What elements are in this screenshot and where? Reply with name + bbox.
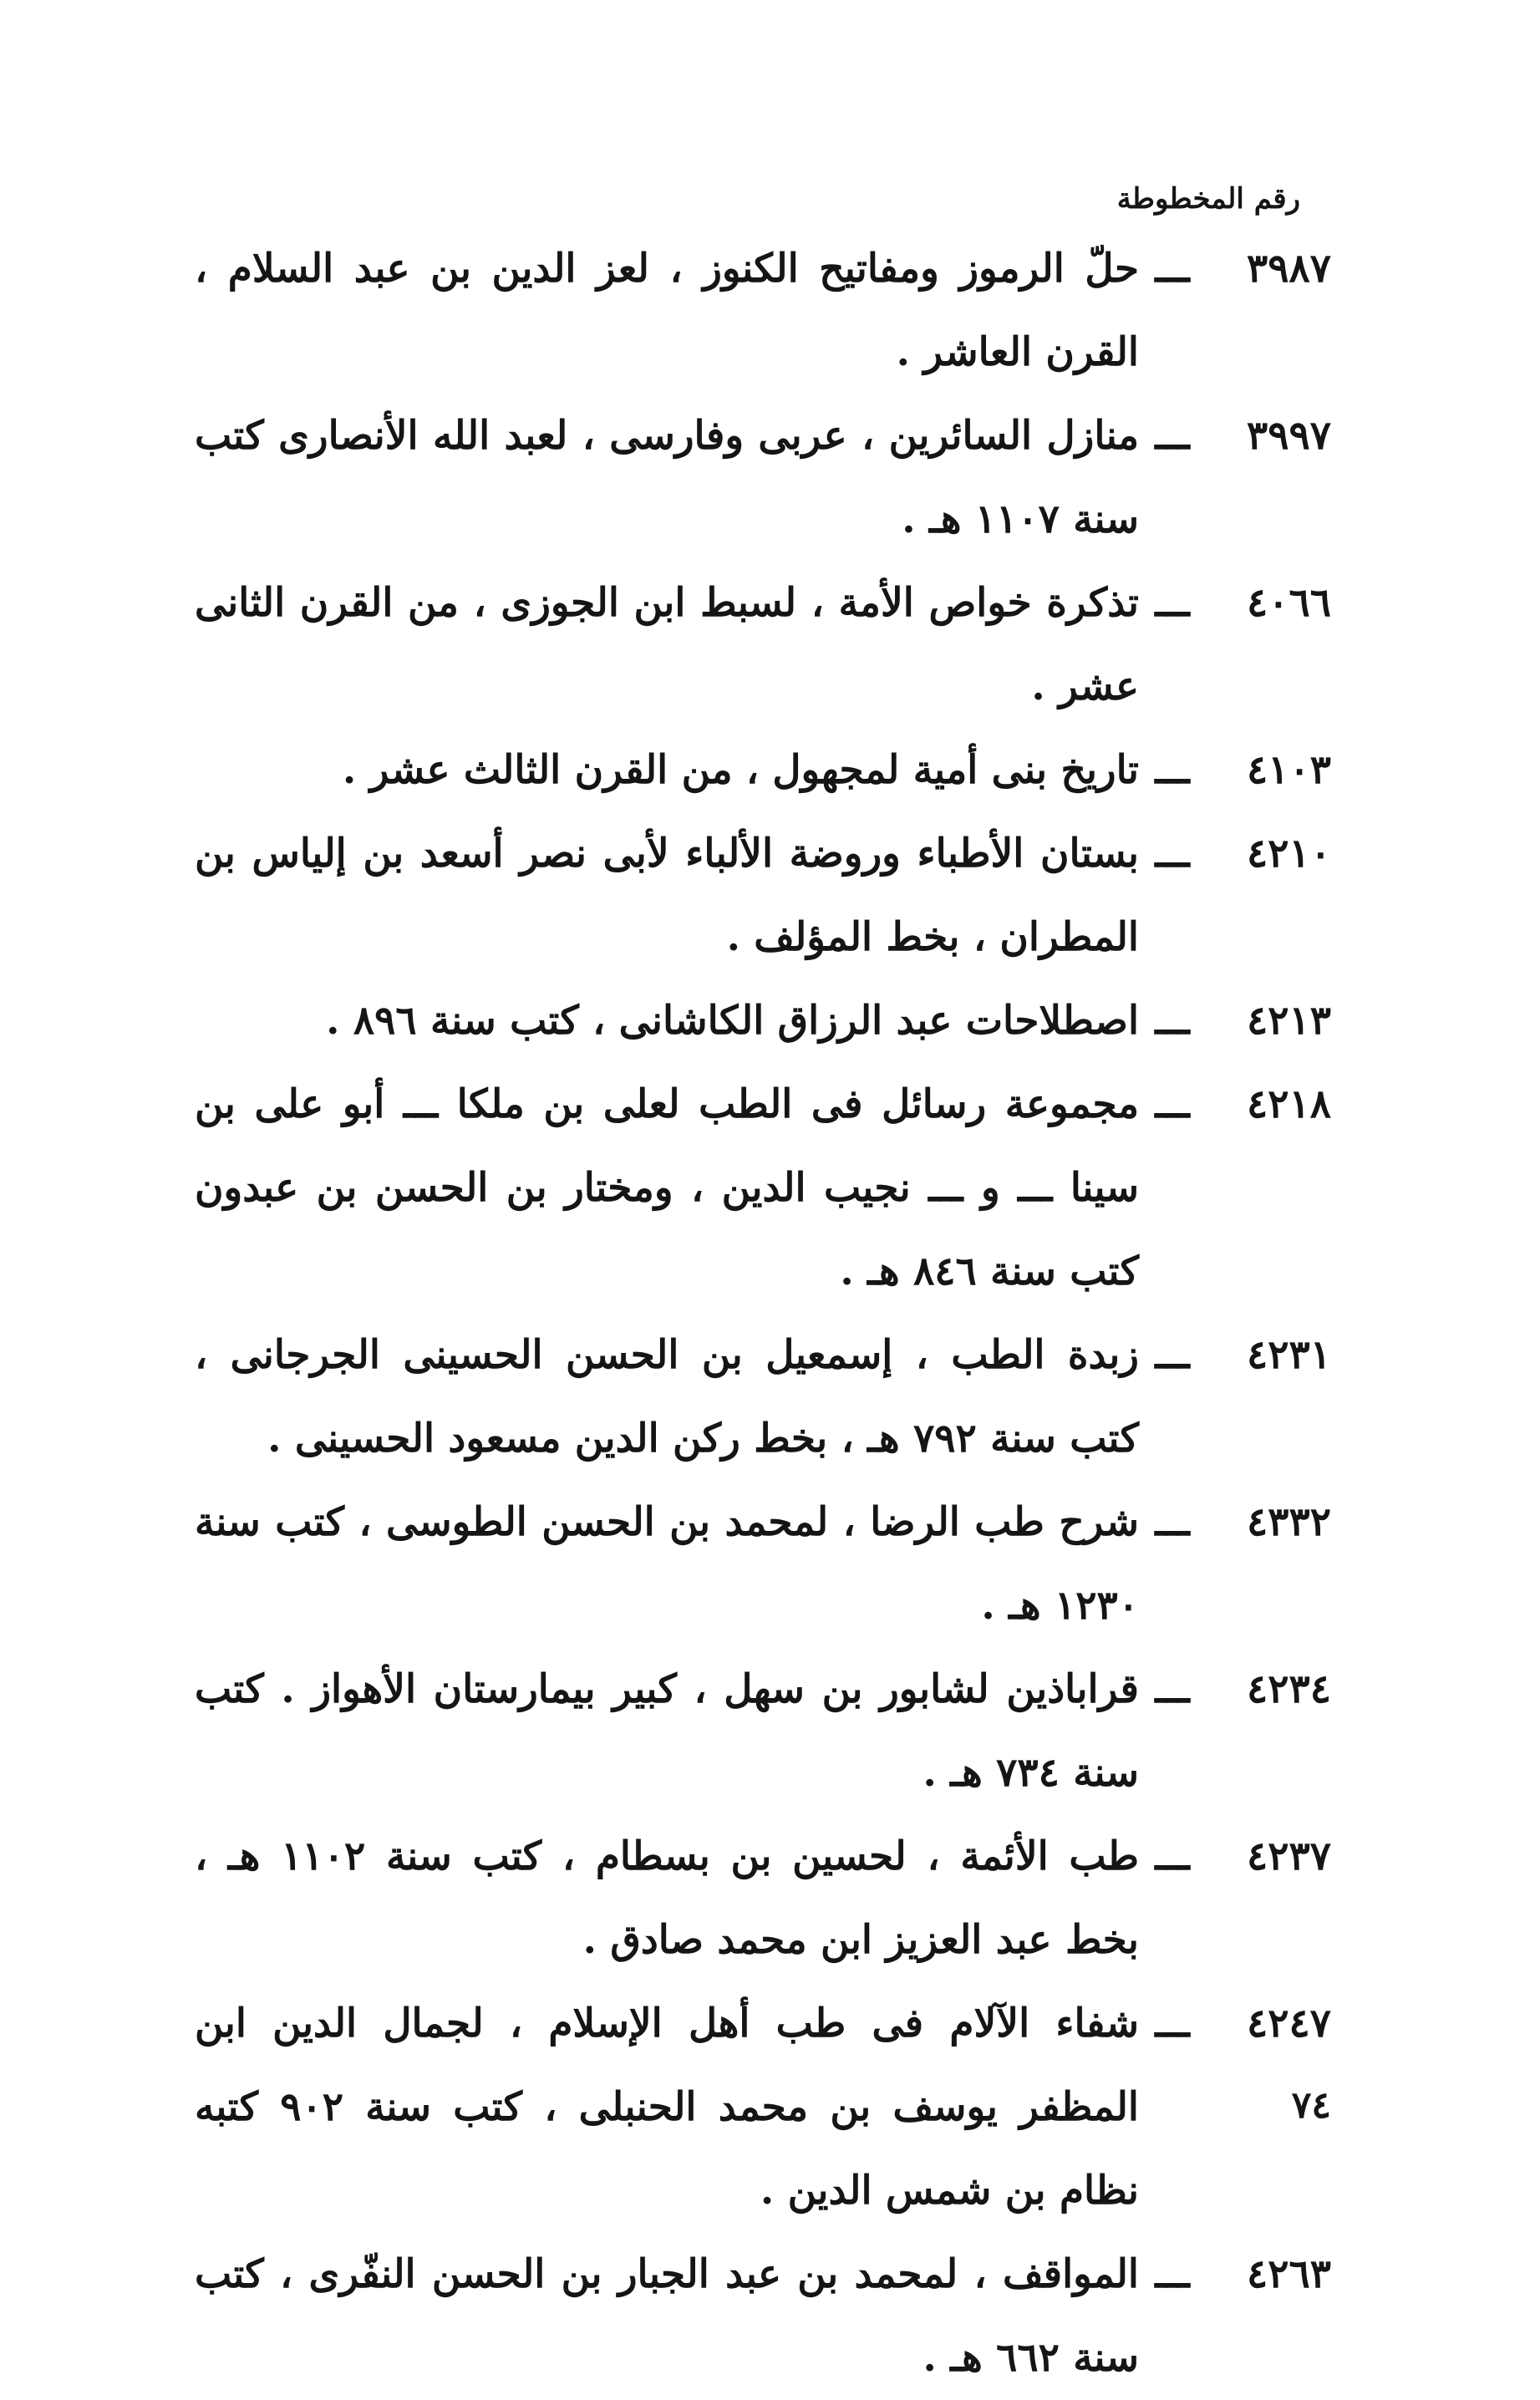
page-number: ٧٤ [1291,2084,1331,2127]
manuscript-description: طب الأئمة ، لحسين بن بسطام ، كتب سنة ١١٠٢ هـ ، بخط عبد العزيز ابن محمد صادق . [195,1833,1139,1963]
manuscript-number: ٣٩٩٧ [1247,413,1331,459]
manuscript-entry [195,1063,1331,1314]
manuscript-description: شرح طب الرضا ، لمحمد بن الحسن الطوسى ، كتب سنة ١٢٣٠ هـ . [195,1499,1139,1629]
manuscript-entry [195,1648,1331,1815]
manuscript-entry [195,1815,1331,1982]
column-header: رقم المخطوطة [1116,182,1300,216]
entry-dash: ـــ [1155,1332,1190,1378]
manuscript-description: المواقف ، لمحمد بن عبد الجبار بن الحسن النفّرى ، كتب سنة ٦٦٢ هـ . [195,2251,1139,2381]
manuscript-number: ٤٢٣٧ [1247,1833,1331,1879]
manuscript-number: ٤٢٦٣ [1247,2251,1331,2297]
entry-dash: ـــ [1155,831,1190,877]
manuscript-description: حلّ الرموز ومفاتيح الكنوز ، لعز الدين بن عبد السلام ، القرن العاشر . [195,246,1139,375]
manuscript-number: ٤٢٤٧ [1247,2001,1331,2047]
entry-dash: ـــ [1155,1666,1190,1712]
manuscript-entry [195,979,1331,1063]
manuscript-entry [195,1314,1331,1481]
manuscript-number: ٤٢١٨ [1247,1081,1331,1127]
manuscript-number: ٤٠٦٦ [1247,580,1331,626]
entry-dash: ـــ [1155,580,1190,626]
manuscript-description: شفاء الآلام فى طب أهل الإسلام ، لجمال الدين ابن المظفر يوسف بن محمد الحنبلى ، كتب سنة ٩٠٢ كتبه نظام بن شمس الدين . [195,2001,1139,2214]
manuscript-description: منازل السائرين ، عربى وفارسى ، لعبد الله الأنصارى كتب سنة ١١٠٧ هـ . [195,413,1139,542]
manuscript-description: تذكرة خواص الأمة ، لسبط ابن الجوزى ، من القرن الثانى عشر . [195,580,1139,709]
manuscript-description: اصطلاحات عبد الرزاق الكاشانى ، كتب سنة ٨٩٦ . [326,998,1139,1044]
manuscript-list [195,227,1331,2400]
manuscript-entry [195,812,1331,979]
entry-dash: ـــ [1155,998,1190,1044]
manuscript-entry [195,227,1331,394]
manuscript-entry [195,1982,1331,2233]
entry-dash: ـــ [1155,2001,1190,2047]
manuscript-description: بستان الأطباء وروضة الألباء لأبى نصر أسعد بن إلياس بن المطران ، بخط المؤلف . [195,831,1139,960]
entry-dash: ـــ [1155,1081,1190,1127]
entry-dash: ـــ [1155,2251,1190,2297]
manuscript-number: ٤٢١٠ [1247,831,1331,877]
manuscript-entry [195,394,1331,562]
manuscript-number: ٤٢١٣ [1247,998,1331,1044]
manuscript-number: ٤١٠٣ [1247,747,1331,793]
manuscript-description: مجموعة رسائل فى الطب لعلى بن ملكا ـــ أبو على بن سينا ـــ و ـــ نجيب الدين ، ومختار بن الحسن بن عبدون كتب سنة ٨٤٦ هـ . [195,1081,1139,1294]
manuscript-description: قراباذين لشابور بن سهل ، كبير بيمارستان الأهواز . كتب سنة ٧٣٤ هـ . [195,1666,1139,1796]
manuscript-entry [195,562,1331,729]
manuscript-description: تاريخ بنى أمية لمجهول ، من القرن الثالث عشر . [342,747,1139,793]
entry-dash: ـــ [1155,1833,1190,1879]
manuscript-number: ٤٢٣١ [1247,1332,1331,1378]
entry-dash: ـــ [1155,1499,1190,1545]
entry-dash: ـــ [1155,246,1190,292]
manuscript-entry [195,729,1331,812]
manuscript-number: ٤٢٣٤ [1247,1666,1331,1712]
manuscript-description: زبدة الطب ، إسمعيل بن الحسن الحسينى الجرجانى ، كتب سنة ٧٩٢ هـ ، بخط ركن الدين مسعود الحسينى . [195,1332,1139,1462]
entry-dash: ـــ [1155,747,1190,793]
manuscript-number: ٣٩٨٧ [1247,246,1331,292]
manuscript-number: ٤٣٣٢ [1247,1499,1331,1545]
entry-dash: ـــ [1155,413,1190,459]
manuscript-entry [195,2233,1331,2400]
manuscript-entry [195,1481,1331,1648]
